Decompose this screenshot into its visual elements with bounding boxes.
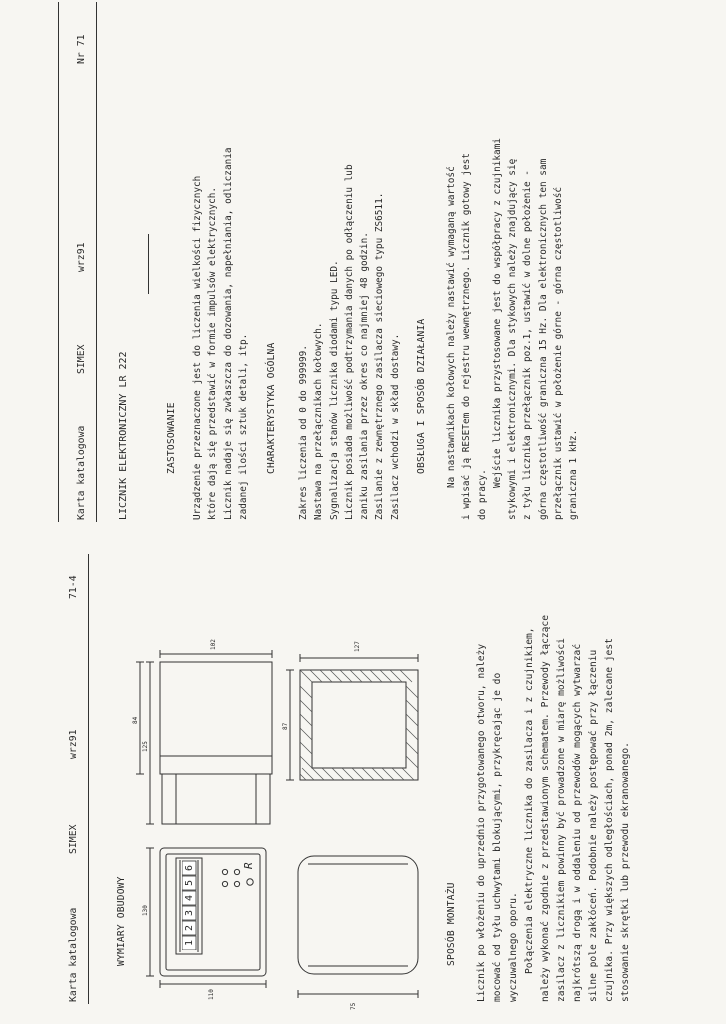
dim-front-height: 110: [208, 989, 215, 1000]
mounting-text: [474, 615, 634, 1002]
text-line: Zasilacz wchodzi w skład dostawy.: [389, 333, 401, 520]
text-line: z tyłu licznika przełącznik poz.1, ustawić w dolne położenie -: [522, 170, 534, 520]
section-heading-zastosowanie: ZASTOSOWANIE: [166, 402, 177, 474]
dim-depth-total: 125: [142, 741, 149, 752]
text-line: stykowymi i elektronicznymi. Dla stykowych należy znajdujący się: [507, 158, 519, 520]
text-line: Licznik posiada możliwość podtrzymania danych po odłączeniu lub: [343, 164, 355, 520]
document-title: LICZNIK ELEKTRONICZNY LR 222: [118, 351, 129, 520]
text-line: Urządzenie przeznaczone jest do liczenia wielkości fizycznych: [192, 175, 203, 520]
text-line: Na nastawnikach kołowych należy nastawić wymaganą wartość: [446, 166, 457, 488]
text-line: do pracy.: [476, 469, 488, 520]
header-label: Karta katalogowa: [76, 425, 87, 520]
digit-labels: [182, 860, 198, 950]
connection-line: Połączenia elektryczne licznika do zasilacza i z czujnikiem,: [524, 627, 535, 974]
dim-front-width: 130: [142, 905, 149, 916]
text-line: Zasilanie z zewnętrznego zasilacza sieciowego typu ZS6511.: [374, 192, 386, 520]
text-line: i wpisać ją RESETem do rejestru wewnętrznego. Licznik gotowy jest: [461, 153, 473, 520]
mounting-line: wyczuwalnego oporu.: [508, 892, 519, 1002]
dim-side-depth: 102: [210, 639, 217, 650]
header-company: SIMEX: [68, 824, 79, 854]
rear-view: [298, 856, 418, 974]
text-line: które dają się przedstawić w formie impulsów elektrycznych.: [207, 186, 219, 520]
digit-3: 3: [184, 909, 195, 916]
dims-title: WYMIARY OBUDOWY: [116, 876, 127, 966]
mounting-line: Licznik po włożeniu do uprzednio przygotowanego otworu, należy: [476, 643, 487, 1002]
text-line: Nastawa na przełącznikach kołowych.: [313, 322, 325, 520]
dim-cutout-w: 87: [282, 722, 289, 730]
section-zastosowanie: [190, 147, 251, 520]
digit-6: 6: [184, 864, 195, 871]
left-page: [0, 534, 726, 1024]
panel-cutout: [300, 670, 418, 780]
digit-1: 1: [184, 939, 195, 946]
text-line: graniczna 1 kHz.: [568, 429, 580, 520]
mounting-title: SPOSÓB MONTAŻU: [446, 882, 457, 966]
digit-5: 5: [184, 879, 195, 886]
text-line: Wejście licznika przystosowane jest do współpracy z czujnikami: [491, 138, 503, 488]
connection-line: czujnika. Przy większych odległościach, ponad 2m, zalecane jest: [604, 638, 615, 1002]
section-charakterystyka: [296, 164, 403, 520]
header-code: wrz91: [68, 729, 79, 759]
header-code: wrz91: [76, 242, 87, 272]
header-label: Karta katalogowa: [68, 907, 79, 1002]
title-rule: [148, 234, 149, 294]
connection-line: zasilacz z licznikiem powinny być prowadzone w miarę możliwości: [556, 638, 567, 1002]
connection-line: stosowanie skrętki lub przewodu ekranowanego.: [620, 742, 631, 1002]
section-heading-charakterystyka: CHARAKTERYSTYKA OGÓLNA: [266, 342, 277, 474]
digit-2: 2: [184, 924, 195, 931]
header-company: SIMEX: [76, 344, 87, 374]
header-rule-top: [58, 2, 59, 522]
dim-cutout-h: 127: [354, 641, 361, 652]
text-line: zaniku zasilania przez okres co najmniej 48 godzin.: [359, 232, 371, 520]
text-line: Zakres liczenia od 0 do 999999.: [298, 345, 309, 520]
section-obsluga: [444, 138, 582, 520]
digit-4: 4: [184, 894, 195, 901]
rear-and-cutout: [280, 534, 450, 1024]
connection-line: silne pole zakłóceń. Podobnie należy postępować przy łączeniu: [588, 649, 599, 1002]
section-heading-obsluga: OBSŁUGA I SPOSÓB DZIAŁANIA: [416, 318, 427, 474]
reset-label: R: [242, 862, 255, 869]
text-line: Licznik nadaje się zwłaszcza do dozowania, napełniania, odliczania: [222, 147, 234, 520]
connection-line: należy wykonać zgodnie z przedstawionym schematem. Przewody łączące: [540, 615, 551, 1002]
dim-bottom-width: 75: [350, 1002, 357, 1010]
bottom-drawing: [0, 534, 320, 1024]
text-line: Sygnalizacja stanów licznika diodami typu LED.: [328, 260, 340, 520]
mounting-line: mocować od tyłu uchwytami blokującymi, przykręcając je do: [492, 672, 503, 1002]
text-line: górna częstotliwość graniczna 15 Hz. Dla elektronicznych ten sam: [537, 158, 549, 520]
header-page: 71-4: [68, 575, 79, 599]
connection-line: najkrótszą drogą i w oddaleniu od przewodów mogących wytwarzać: [572, 643, 583, 1002]
dim-depth-top: 84: [132, 716, 139, 724]
header-rule: [96, 2, 97, 522]
header-page: Nr 71: [76, 34, 87, 64]
text-line: zadanej ilości sztuk detali, itp.: [237, 333, 249, 520]
text-line: przełącznik ustawić w położenie górne - górna częstotliwość: [553, 186, 565, 520]
